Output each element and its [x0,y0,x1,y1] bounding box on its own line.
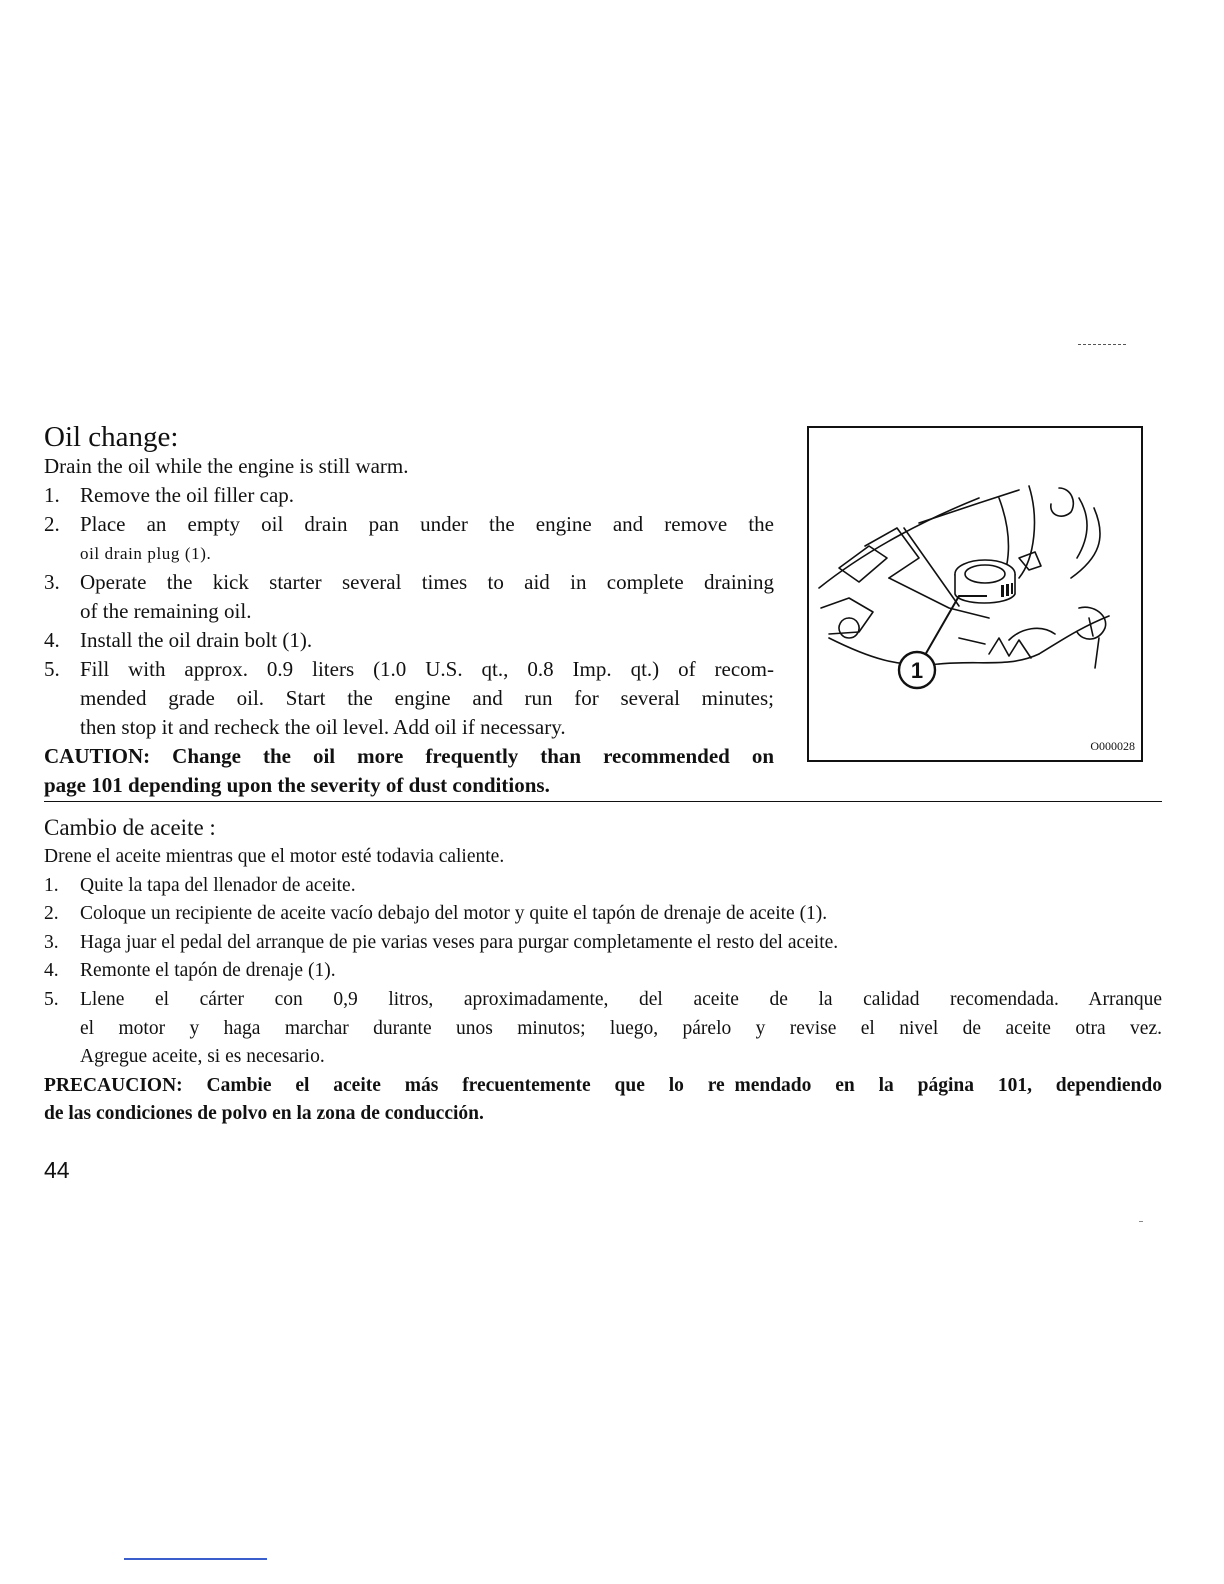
step-text-cont: Agregue aceite, si es necesario. [80,1046,325,1068]
step-number: 3. [44,931,59,953]
step-number: 1. [44,874,59,896]
spanish-step-1 [44,872,1162,901]
step-text: Place an empty oil drain pan under the engine and remove the [80,512,774,536]
oil-drain-plug-illustration [807,426,1143,762]
step-text-cont: el motor y haga marchar durante unos minutos; luego, párelo y revise el nivel de aceite otra vez. [80,1017,1162,1039]
step-text: Quite la tapa del llenador de aceite. [80,874,356,896]
spanish-caution-line-2: de las condiciones de polvo en la zona de conducción. [44,1103,484,1125]
english-instructions [44,452,774,800]
spanish-intro: Drene el aceite mientras que el motor esté todavia caliente. [44,846,505,867]
english-step-1 [44,481,774,510]
step-text-cont: then stop it and recheck the oil level. Add oil if necessary. [80,715,566,739]
figure-code: O000028 [1090,739,1135,753]
spanish-step-2 [44,900,1162,929]
page-number: 44 [44,1157,70,1183]
english-intro: Drain the oil while the engine is still warm. [44,454,409,478]
step-number: 4. [44,960,59,982]
step-text: Remove the oil filler cap. [80,483,295,507]
spanish-title: Cambio de aceite : [44,815,216,840]
step-text: Haga juar el pedal del arranque de pie varias veses para purgar completamente el resto del aceite. [80,931,839,953]
step-text: Install the oil drain bolt (1). [80,628,313,652]
engine-drawing [809,428,1141,760]
step-text-cont: oil drain plug (1). [80,544,212,563]
step-text: Operate the kick starter several times to aid in complete draining [80,570,774,594]
step-text-cont: mended grade oil. Start the engine and run for several minutes; [80,686,774,710]
step-number: 1. [44,483,60,507]
english-step-4 [44,626,774,655]
step-text: Llene el cárter con 0,9 litros, aproximadamente, del aceite de la calidad recomendada. Arranque [80,988,1162,1010]
step-number: 2. [44,512,60,536]
spanish-step-3 [44,929,1162,958]
step-text: Coloque un recipiente de aceite vacío debajo del motor y quite el tapón de drenaje de aceite (1). [80,903,828,925]
step-number: 5. [44,657,60,681]
english-step-2 [44,510,774,539]
english-title: Oil change: [44,421,179,453]
scan-dot [1139,1221,1143,1222]
english-step-3 [44,568,774,597]
callout-number: 1 [910,658,924,683]
english-caution-line-2: page 101 depending upon the severity of dust conditions. [44,773,550,797]
english-step-5 [44,655,774,684]
spanish-step-4 [44,957,1162,986]
step-number: 5. [44,988,59,1010]
scan-mark [1078,344,1126,345]
step-number: 2. [44,903,59,925]
step-text: Fill with approx. 0.9 liters (1.0 U.S. qt., 0.8 Imp. qt.) of recom- [80,657,774,681]
step-text: Remonte el tapón de drenaje (1). [80,960,336,982]
bottom-underline [124,1558,267,1560]
spanish-caution-line-1: PRECAUCION: Cambie el aceite más frecuentemente que lo re mendado en la página 101, dependiendo [44,1074,1162,1096]
english-caution-line-1: CAUTION: Change the oil more frequently than recommended on [44,744,774,768]
section-divider [44,801,1162,802]
step-number: 3. [44,570,60,594]
spanish-step-5 [44,986,1162,1015]
spanish-instructions [44,843,1162,1129]
step-number: 4. [44,628,60,652]
step-text-cont: of the remaining oil. [80,599,252,623]
